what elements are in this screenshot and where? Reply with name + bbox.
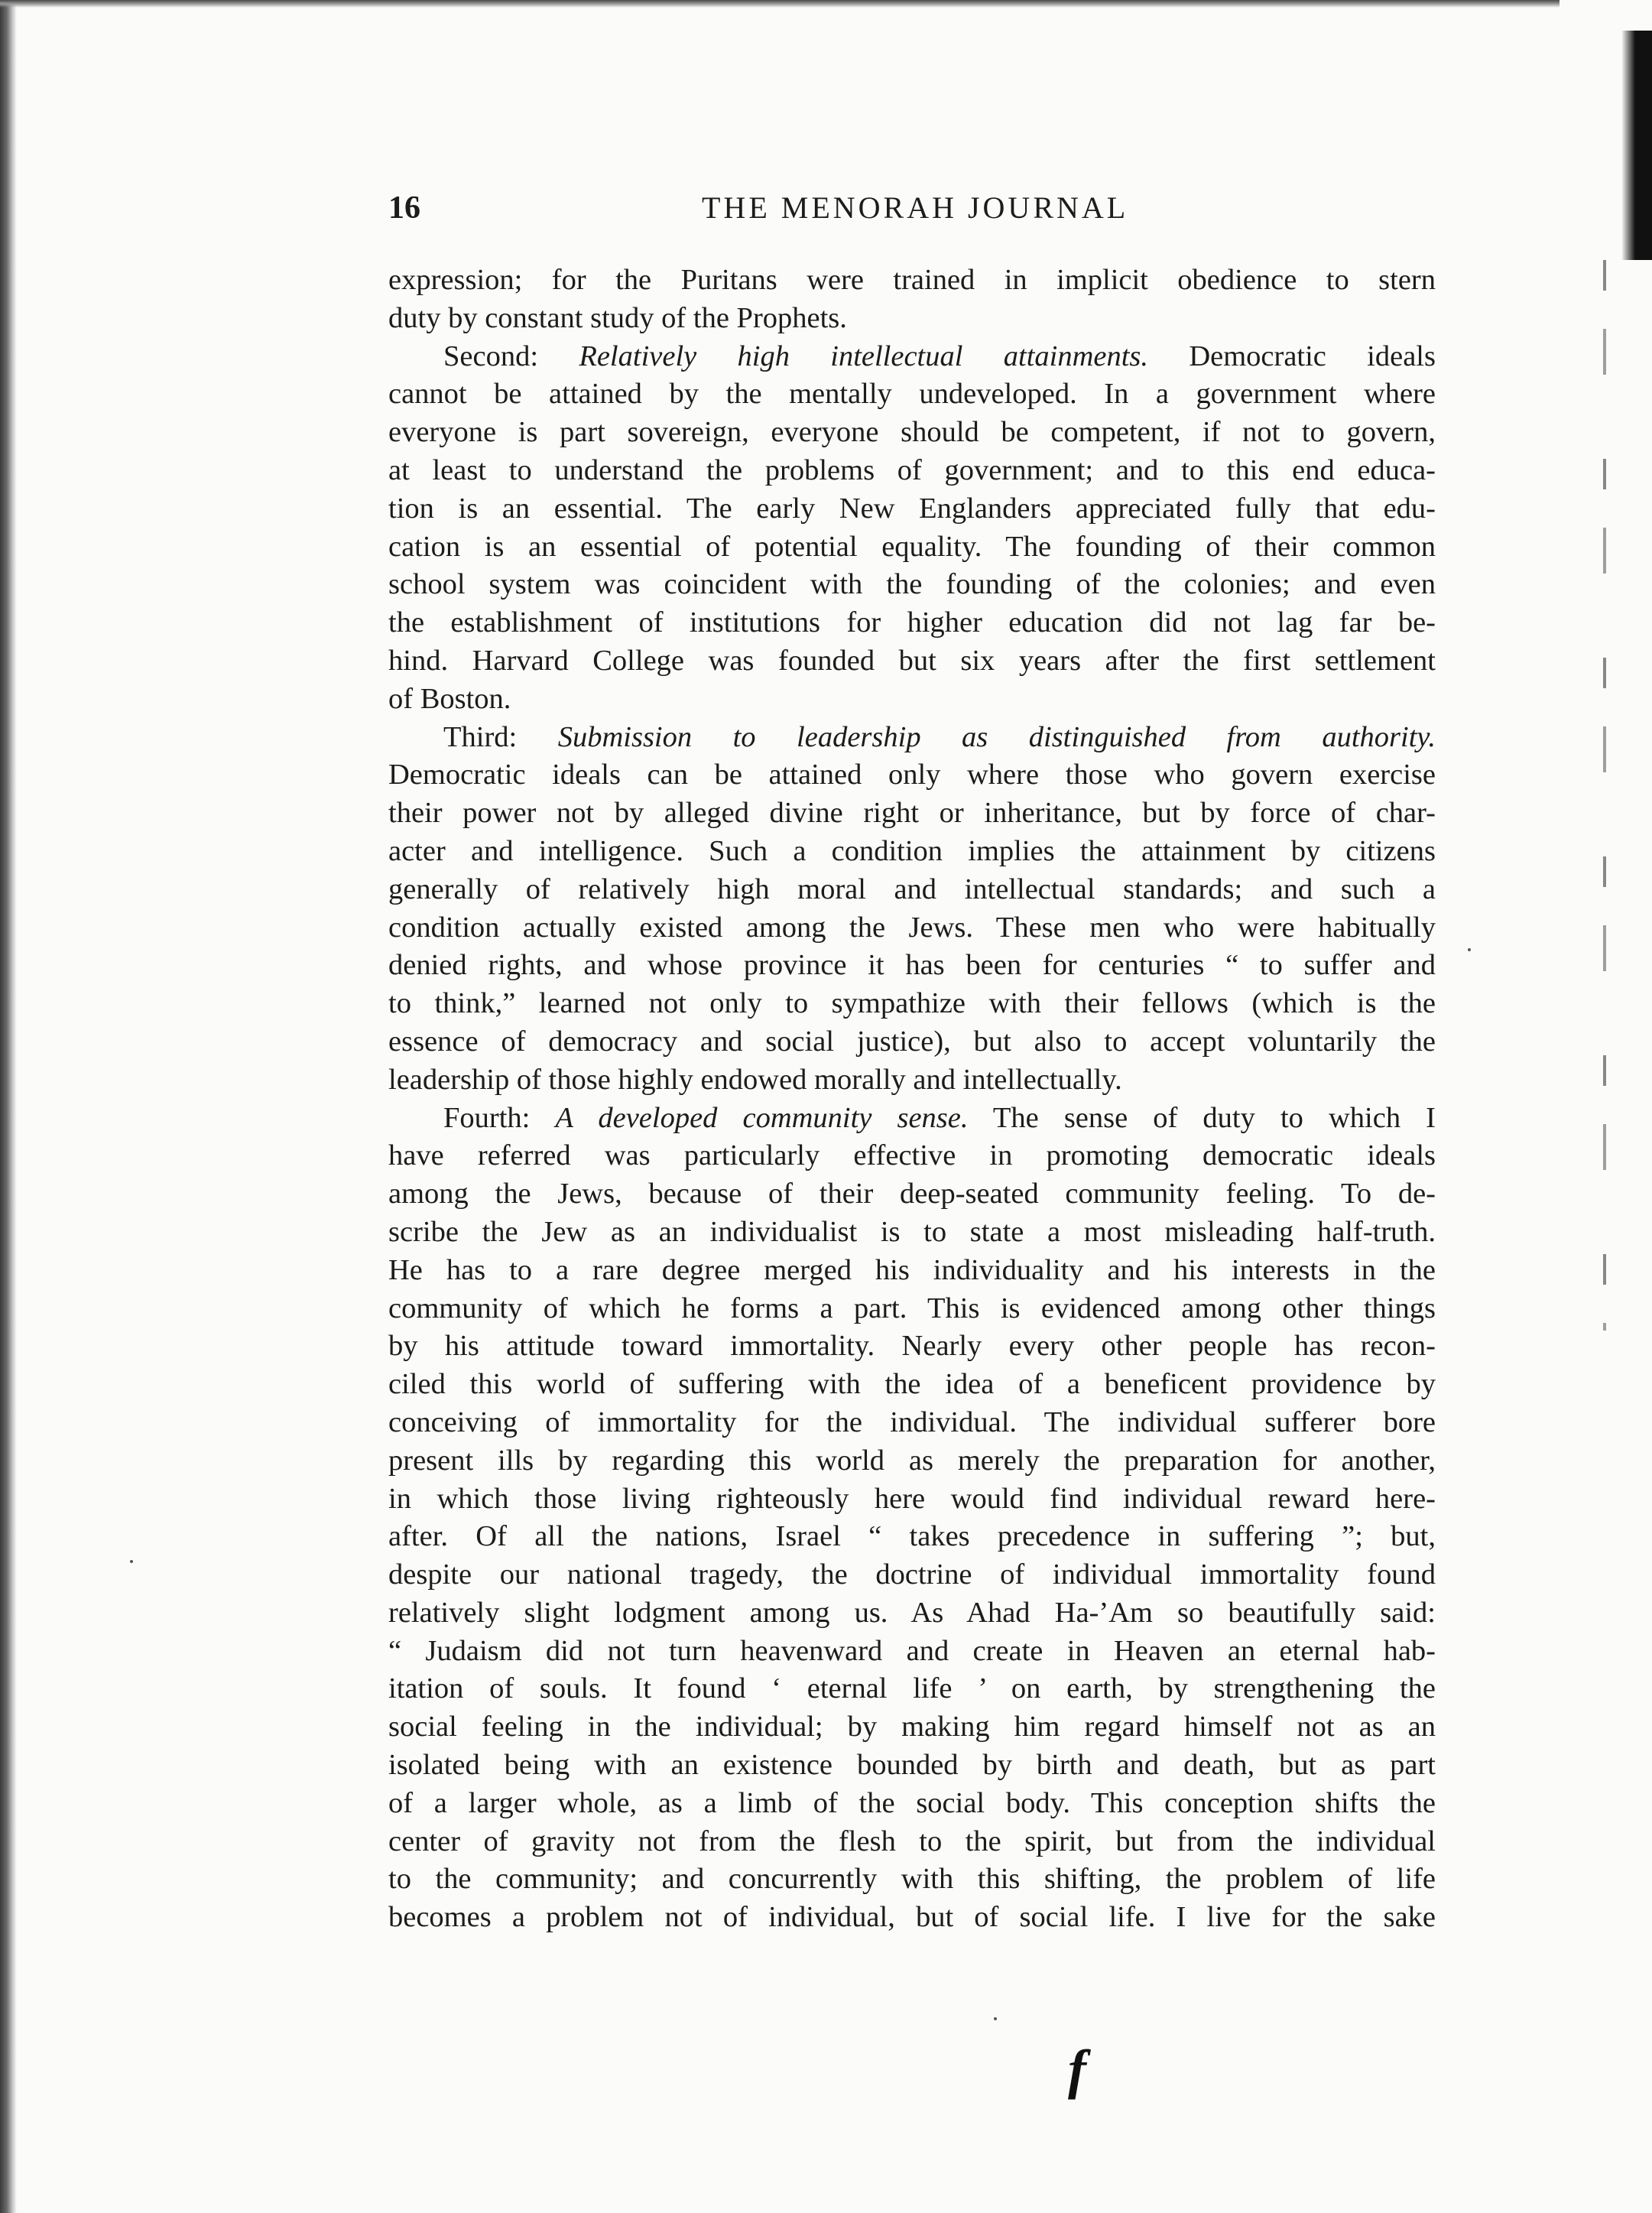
text-line: scribe the Jew as an individualist is to state a most misleading half-truth. (388, 1215, 1436, 1248)
text-line: generally of relatively high moral and intellectual standards; and such a (388, 873, 1436, 905)
text-line: of Boston. (388, 682, 511, 715)
text-line: tion is an essential. The early New Englanders appreciated fully that edu- (388, 492, 1436, 525)
text-line: condition actually existed among the Jews. These men who were habitually (388, 911, 1436, 944)
text-line: “ Judaism did not turn heavenward and create in Heaven an eternal hab- (388, 1634, 1436, 1667)
scan-top-edge (0, 0, 1560, 8)
scan-speck (130, 1560, 133, 1563)
text-line: despite our national tragedy, the doctrine of individual immortality found (388, 1558, 1436, 1591)
text-line: cannot be attained by the mentally undeveloped. In a government where (388, 378, 1436, 411)
scan-left-edge (0, 0, 17, 2213)
text-line: ciled this world of suffering with the idea of a beneficent providence by (388, 1368, 1436, 1401)
text-line: Third: Submission to leadership as distinguished from authority. (443, 720, 1436, 753)
text-line: center of gravity not from the flesh to the spirit, but from the individual (388, 1825, 1436, 1857)
text-line: in which those living righteously here would find individual reward here- (388, 1482, 1436, 1515)
text-line: social feeling in the individual; by making him regard himself not as an (388, 1711, 1436, 1743)
page-number: 16 (388, 190, 420, 226)
text-line: becomes a problem not of individual, but of social life. I live for the sake (388, 1901, 1436, 1934)
text-line: present ills by regarding this world as merely the preparation for another, (388, 1444, 1436, 1477)
text-line: of a larger whole, as a limb of the social body. This conception shifts the (388, 1786, 1436, 1819)
scan-speck (994, 2017, 997, 2020)
text-line: acter and intelligence. Such a condition implies the attainment by citizens (388, 834, 1436, 867)
text-line: the establishment of institutions for higher education did not lag far be- (388, 606, 1436, 639)
text-line: at least to understand the problems of government; and to this end educa- (388, 453, 1436, 486)
text-line: relatively slight lodgment among us. As Ahad Ha-’Am so beautifully said: (388, 1596, 1436, 1629)
scan-speck (1468, 948, 1471, 951)
scan-right-edge-shadow (1603, 260, 1606, 1331)
text-line: after. Of all the nations, Israel “ takes precedence in suffering ”; but, (388, 1520, 1436, 1553)
text-line: Second: Relatively high intellectual attainments. Democratic ideals (443, 340, 1436, 372)
running-head: THE MENORAH JOURNAL (702, 190, 1129, 225)
text-line: school system was coincident with the founding of the colonies; and even (388, 568, 1436, 601)
text-line: everyone is part sovereign, everyone should be competent, if not to govern, (388, 416, 1436, 449)
body-text (388, 262, 1436, 1937)
italic-heading: Relatively high intellectual attainments. (579, 340, 1149, 372)
italic-heading: A developed community sense. (555, 1101, 969, 1134)
text-line: have referred was particularly effective in promoting democratic ideals (388, 1139, 1436, 1172)
page-header (388, 185, 1176, 231)
text-line: denied rights, and whose province it has been for centuries “ to suffer and (388, 949, 1436, 982)
text-line: among the Jews, because of their deep-seated community feeling. To de- (388, 1178, 1436, 1210)
text-line: itation of souls. It found ‘ eternal life ’ on earth, by strengthening the (388, 1672, 1436, 1705)
scan-right-edge-mark (1621, 31, 1652, 260)
text-line: hind. Harvard College was founded but six years after the first settlement (388, 644, 1436, 677)
text-line: expression; for the Puritans were trained in implicit obedience to stern (388, 264, 1436, 296)
text-line: by his attitude toward immortality. Nearly every other people has recon- (388, 1330, 1436, 1363)
text-line: conceiving of immortality for the individual. The individual sufferer bore (388, 1405, 1436, 1438)
text-line: Fourth: A developed community sense. The sense of duty to which I (443, 1101, 1436, 1134)
text-line: essence of democracy and social justice), but also to accept voluntarily the (388, 1025, 1436, 1058)
text-line: their power not by alleged divine right or inheritance, but by force of char- (388, 797, 1436, 830)
text-line: He has to a rare degree merged his individuality and his interests in the (388, 1253, 1436, 1286)
text-line: cation is an essential of potential equality. The founding of their common (388, 530, 1436, 563)
text-line: duty by constant study of the Prophets. (388, 301, 847, 334)
text-line: to the community; and concurrently with this shifting, the problem of life (388, 1863, 1436, 1896)
text-line: community of which he forms a part. This is evidenced among other things (388, 1292, 1436, 1324)
text-line: to think,” learned not only to sympathize with their fellows (which is the (388, 987, 1436, 1020)
text-line: leadership of those highly endowed morally and intellectually. (388, 1063, 1122, 1096)
bottom-mark: f (1068, 2039, 1086, 2100)
text-line: isolated being with an existence bounded by birth and death, but as part (388, 1749, 1436, 1782)
italic-heading: Submission to leadership as distinguished from authority. (557, 720, 1436, 753)
text-line: Democratic ideals can be attained only where those who govern exercise (388, 759, 1436, 791)
